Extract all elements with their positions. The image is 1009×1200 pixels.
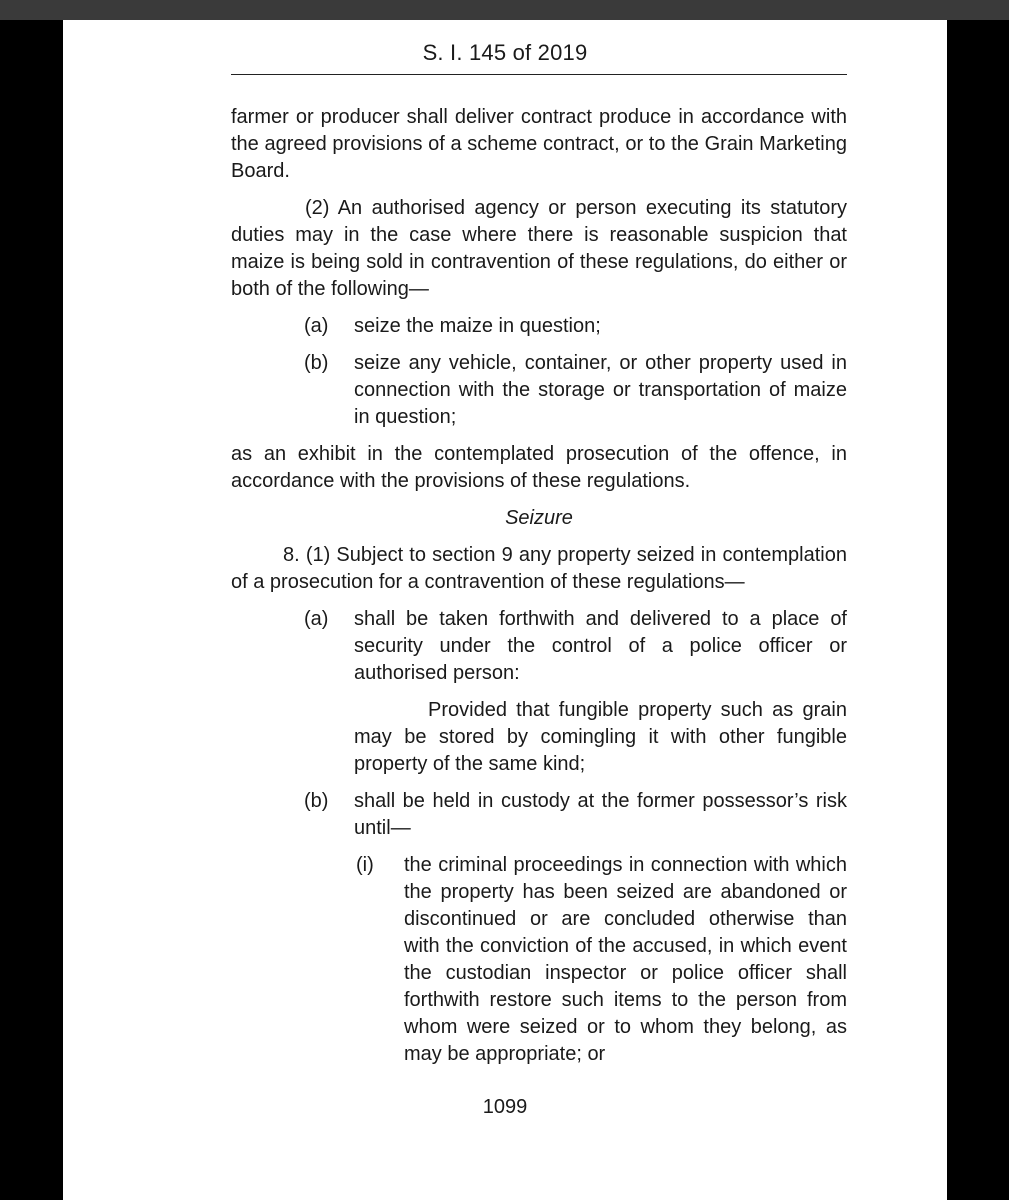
section-8-proviso: Provided that fungible property such as grain may be stored by comingling it with other fungible property of the same kind; (354, 699, 847, 775)
subitem-text: the criminal proceedings in connection with which the property has been seized are abandoned or discontinued or are concluded otherwise than with the conviction of the accused, in which event the custodian inspector or police officer shall forthwith restore such items to the person from whom were seized or to whom they belong, as may be appropriate; or (404, 854, 847, 1065)
item-label: (b) (304, 790, 329, 812)
viewer-top-bar (0, 0, 1009, 20)
document-page (63, 20, 947, 1200)
subsection-2-item-b (304, 350, 847, 431)
section-8-paragraph: 8. (1) Subject to section 9 any property seized in contemplation of a prosecution for a contravention of these regulations— (231, 544, 847, 593)
item-label: (b) (304, 352, 329, 374)
item-label: (a) (304, 608, 329, 630)
subsection-2-closing: as an exhibit in the contemplated prosecution of the offence, in accordance with the provisions of these regulations. (231, 443, 847, 492)
page-content (231, 104, 847, 1078)
section-heading-seizure: Seizure (505, 507, 573, 529)
subitem-label: (i) (356, 854, 374, 876)
header-divider (231, 74, 847, 75)
page-header-title: S. I. 145 of 2019 (422, 40, 588, 65)
section-8-item-b (304, 788, 847, 842)
item-text: seize any vehicle, container, or other property used in connection with the storage or transportation of maize in question; (354, 352, 847, 428)
item-text: shall be taken forthwith and delivered to a place of security under the control of a police officer or authorised person: (354, 608, 847, 684)
page-number: 1099 (482, 1096, 528, 1118)
item-label: (a) (304, 315, 329, 337)
item-text: shall be held in custody at the former possessor’s risk until— (354, 790, 847, 839)
subsection-2-paragraph: (2) An authorised agency or person executing its statutory duties may in the case where there is reasonable suspicion that maize is being sold in contravention of these regulations, do either or both of the following— (231, 197, 847, 300)
section-8-item-a (304, 606, 847, 687)
item-text: seize the maize in question; (354, 315, 601, 337)
continuation-paragraph: farmer or producer shall deliver contract produce in accordance with the agreed provisions of a scheme contract, or to the Grain Marketing Board. (231, 106, 847, 182)
subsection-2-item-a (304, 313, 847, 340)
section-8-subitem-i (356, 852, 847, 1068)
